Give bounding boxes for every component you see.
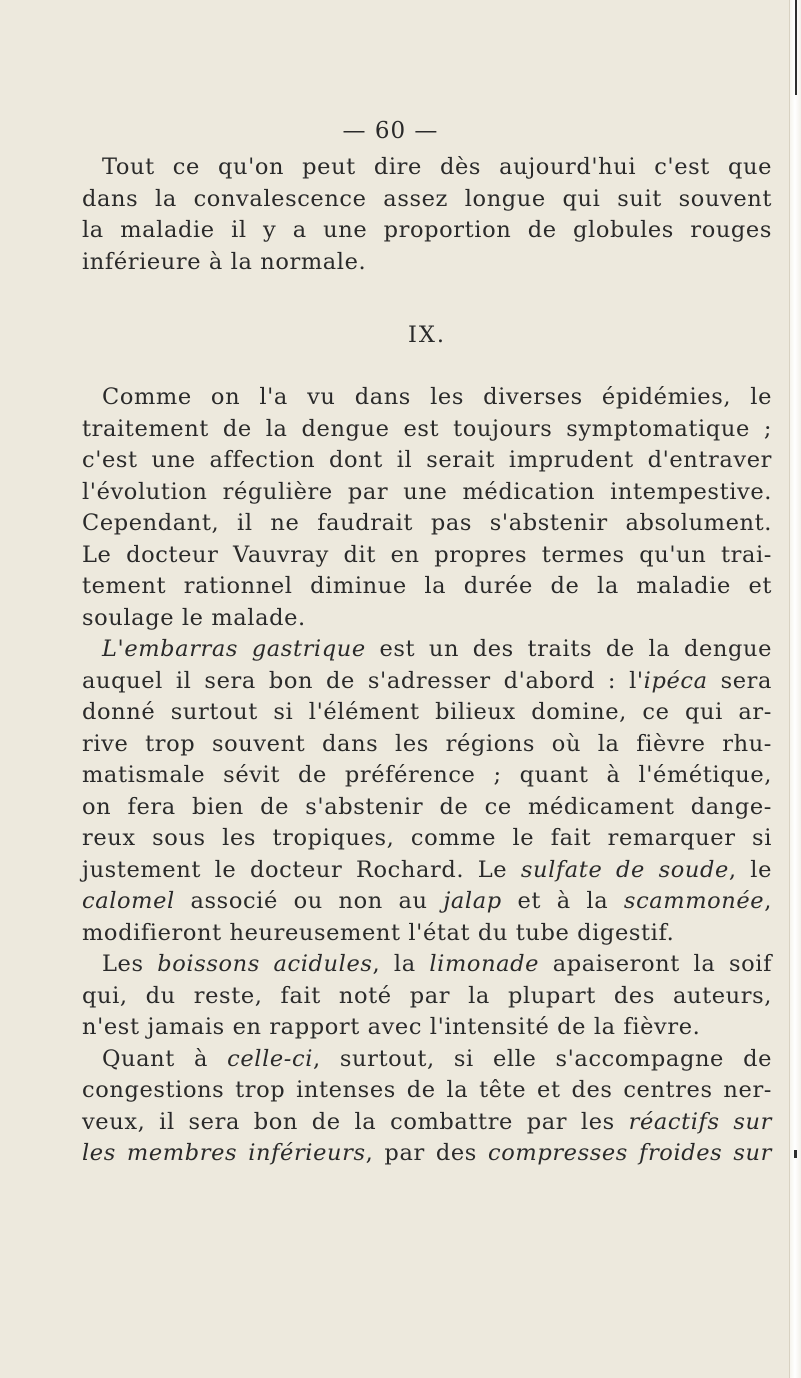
text-line: congestions trop intenses de la tête et des centres ner- [82, 1077, 772, 1103]
italic-term: L'embarras gastrique [102, 636, 366, 662]
paragraph-1 [82, 152, 772, 278]
text-line: Comme on l'a vu dans les diverses épidémies, le [102, 384, 772, 410]
text-line: qui, du reste, fait noté par la plupart des auteurs, [82, 982, 772, 1009]
italic-term: jalap [443, 888, 502, 914]
text-line: reux sous les tropiques, comme le fait remarquer si [82, 825, 772, 851]
text-span: , le [728, 856, 773, 883]
text-span: , surtout, si elle s'accompagne de [313, 1045, 773, 1072]
text-line: Le docteur Vauvray dit en propres termes qu'un trai- [82, 541, 772, 568]
italic-term: scammonée [623, 888, 765, 914]
text-span: sera [707, 667, 773, 694]
text-line: tement rationnel diminue la durée de la maladie et [82, 573, 772, 599]
text-line: rive trop souvent dans les régions où la fièvre rhu- [82, 730, 772, 757]
italic-term: sulfate de soude [520, 856, 729, 883]
text-line: dans la convalescence assez longue qui suit souvent [82, 185, 772, 212]
italic-term: ipéca [643, 667, 708, 694]
italic-term: limonade [429, 951, 540, 977]
edge-mark [795, 0, 797, 95]
text-line: inférieure à la normale. [82, 248, 367, 275]
italic-term: calomel [82, 888, 175, 914]
text-span: et à la [501, 888, 624, 914]
text-line: matismale sévit de préférence ; quant à l'émétique, [82, 762, 772, 788]
paragraph-4 [82, 949, 772, 1044]
paragraph-5 [82, 1044, 772, 1170]
italic-term: celle-ci [227, 1045, 313, 1072]
italic-term: boissons acidules [157, 951, 373, 977]
text-line [82, 855, 772, 887]
text-line: modifieront heureusement l'état du tube digestif. [82, 919, 675, 946]
text-span: veux, il sera bon de la combattre par les [82, 1108, 629, 1135]
text-span: est un des traits de la dengue [365, 636, 772, 662]
text-span: justement le docteur Rochard. Le [82, 856, 521, 883]
text-line: Cependant, il ne faudrait pas s'abstenir absolument. [82, 510, 772, 536]
text-line [82, 1138, 772, 1170]
text-line [82, 634, 772, 666]
text-span: apaiseront la soif [539, 951, 772, 977]
text-span: Quant à [102, 1045, 228, 1072]
text-line [82, 666, 772, 698]
text-span: , par des [365, 1140, 489, 1166]
paragraph-2 [82, 382, 772, 634]
text-line: l'évolution régulière par une médication intempestive. [82, 478, 772, 505]
section-heading: IX. [407, 322, 447, 348]
text-span: , [764, 888, 772, 914]
text-line: soulage le malade. [82, 604, 306, 631]
paragraph-3 [82, 634, 772, 949]
text-line [82, 949, 772, 981]
italic-term: compresses froides sur [488, 1140, 772, 1166]
text-line: c'est une affection dont il serait imprudent d'entraver [82, 447, 772, 473]
page-edge [789, 0, 801, 1378]
page-number: — 60 — [342, 118, 439, 144]
text-line: traitement de la dengue est toujours symptomatique ; [82, 415, 772, 442]
text-span: , la [372, 951, 430, 977]
text-line [82, 1107, 772, 1139]
text-line: donné surtout si l'élément bilieux domine, ce qui ar- [82, 699, 772, 725]
text-line: la maladie il y a une proportion de globules rouges [82, 217, 772, 243]
edge-mark [794, 1150, 797, 1158]
text-span: auquel il sera bon de s'adresser d'abord : l' [82, 667, 644, 694]
italic-term: réactifs sur [628, 1108, 772, 1135]
italic-term: les membres inférieurs [82, 1140, 366, 1166]
page-text [82, 152, 772, 1170]
text-span: Les [102, 951, 158, 977]
text-line: on fera bien de s'abstenir de ce médicament dange- [82, 793, 772, 820]
text-line: n'est jamais en rapport avec l'intensité de la fièvre. [82, 1014, 701, 1040]
text-line: Tout ce qu'on peut dire dès aujourd'hui c'est que [102, 154, 772, 180]
text-line [82, 886, 772, 918]
text-span: associé ou non au [174, 888, 444, 914]
text-line [82, 1044, 772, 1076]
